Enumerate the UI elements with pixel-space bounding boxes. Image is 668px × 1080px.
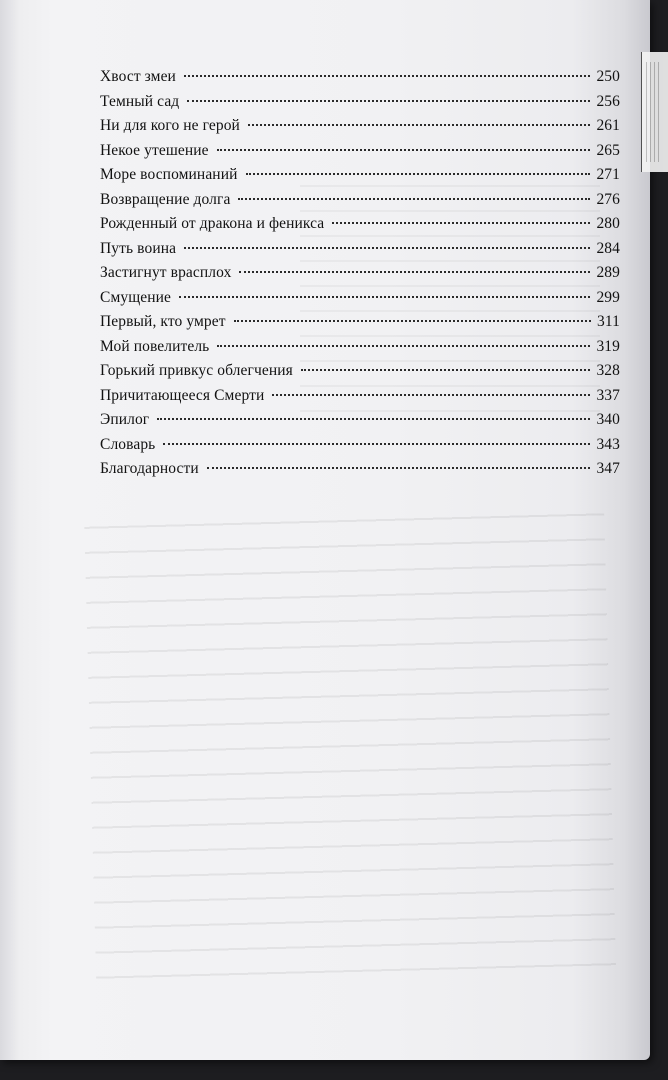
toc-entry [100, 166, 620, 191]
toc-entry-page: 256 [596, 92, 620, 110]
toc-entry-title: Темный сад [100, 92, 180, 110]
toc-entry-page: 265 [596, 141, 620, 159]
toc-leader-dots [184, 75, 590, 77]
toc-entry-title: Мой повелитель [100, 337, 210, 355]
toc-entry [100, 240, 620, 265]
toc-entry-page: 261 [596, 117, 620, 134]
toc-entry-title: Море воспоминаний [100, 166, 238, 183]
toc-entry-title: Словарь [100, 435, 156, 453]
toc-entry-page: 284 [596, 239, 620, 257]
toc-leader-dots [301, 369, 591, 371]
toc-leader-dots [207, 467, 591, 469]
toc-entry-page: 343 [596, 435, 620, 453]
toc-leader-dots [239, 271, 590, 273]
toc-leader-dots [163, 443, 590, 445]
toc-entry [100, 411, 620, 436]
toc-entry-page: 280 [596, 215, 620, 232]
toc-entry-page: 311 [597, 313, 620, 330]
toc-entry-page: 250 [596, 68, 620, 85]
toc-leader-dots [234, 320, 591, 322]
toc-entry [100, 264, 620, 289]
toc-entry [100, 436, 620, 461]
toc-entry-page: 276 [596, 190, 620, 208]
toc-entry-title: Хвост змеи [100, 68, 176, 85]
toc-entry-title: Рожденный от дракона и феникса [100, 215, 325, 232]
toc-entry [100, 68, 620, 93]
adjacent-page-strip [641, 52, 668, 172]
toc-entry [100, 93, 620, 118]
toc-entry-title: Благодарности [100, 460, 199, 477]
toc-entry [100, 338, 620, 363]
toc-entry-page: 340 [596, 411, 620, 428]
toc-leader-dots [272, 394, 590, 396]
toc-entry [100, 313, 620, 338]
toc-leader-dots [187, 100, 590, 102]
toc-entry [100, 387, 620, 412]
toc-entry-title: Путь воина [100, 239, 177, 257]
toc-entry-page: 328 [596, 362, 620, 379]
toc-entry-title: Некое утешение [100, 141, 209, 159]
toc-entry [100, 191, 620, 216]
toc-entry-title: Возвращение долга [100, 190, 231, 208]
toc-entry-page: 319 [596, 337, 620, 355]
toc-entry-title: Смущение [100, 288, 171, 306]
toc-entry-page: 289 [596, 264, 620, 281]
toc-entry-title: Эпилог [100, 411, 150, 428]
toc-entry-page: 271 [596, 166, 620, 183]
toc-entry [100, 460, 620, 485]
toc-leader-dots [217, 149, 591, 151]
table-of-contents [100, 68, 620, 485]
toc-leader-dots [246, 173, 591, 175]
toc-entry-title: Горький привкус облегчения [100, 362, 293, 379]
toc-leader-dots [217, 345, 590, 347]
toc-entry-page: 347 [596, 460, 620, 477]
adjacent-page-text [646, 62, 662, 162]
bleed-through-text [84, 493, 616, 986]
toc-entry [100, 142, 620, 167]
toc-entry-title: Ни для кого не герой [100, 117, 240, 134]
toc-leader-dots [157, 418, 590, 420]
toc-entry-title: Застигнут врасплох [100, 264, 232, 281]
toc-entry-page: 337 [596, 386, 620, 404]
toc-entry [100, 117, 620, 142]
toc-entry-title: Причитающееся Смерти [100, 386, 265, 404]
toc-entry-title: Первый, кто умрет [100, 313, 226, 330]
toc-entry [100, 362, 620, 387]
toc-leader-dots [238, 198, 590, 200]
toc-leader-dots [248, 124, 590, 126]
toc-leader-dots [332, 222, 590, 224]
toc-entry-page: 299 [596, 288, 620, 306]
toc-entry [100, 215, 620, 240]
toc-leader-dots [184, 247, 590, 249]
toc-entry [100, 289, 620, 314]
toc-leader-dots [179, 296, 590, 298]
